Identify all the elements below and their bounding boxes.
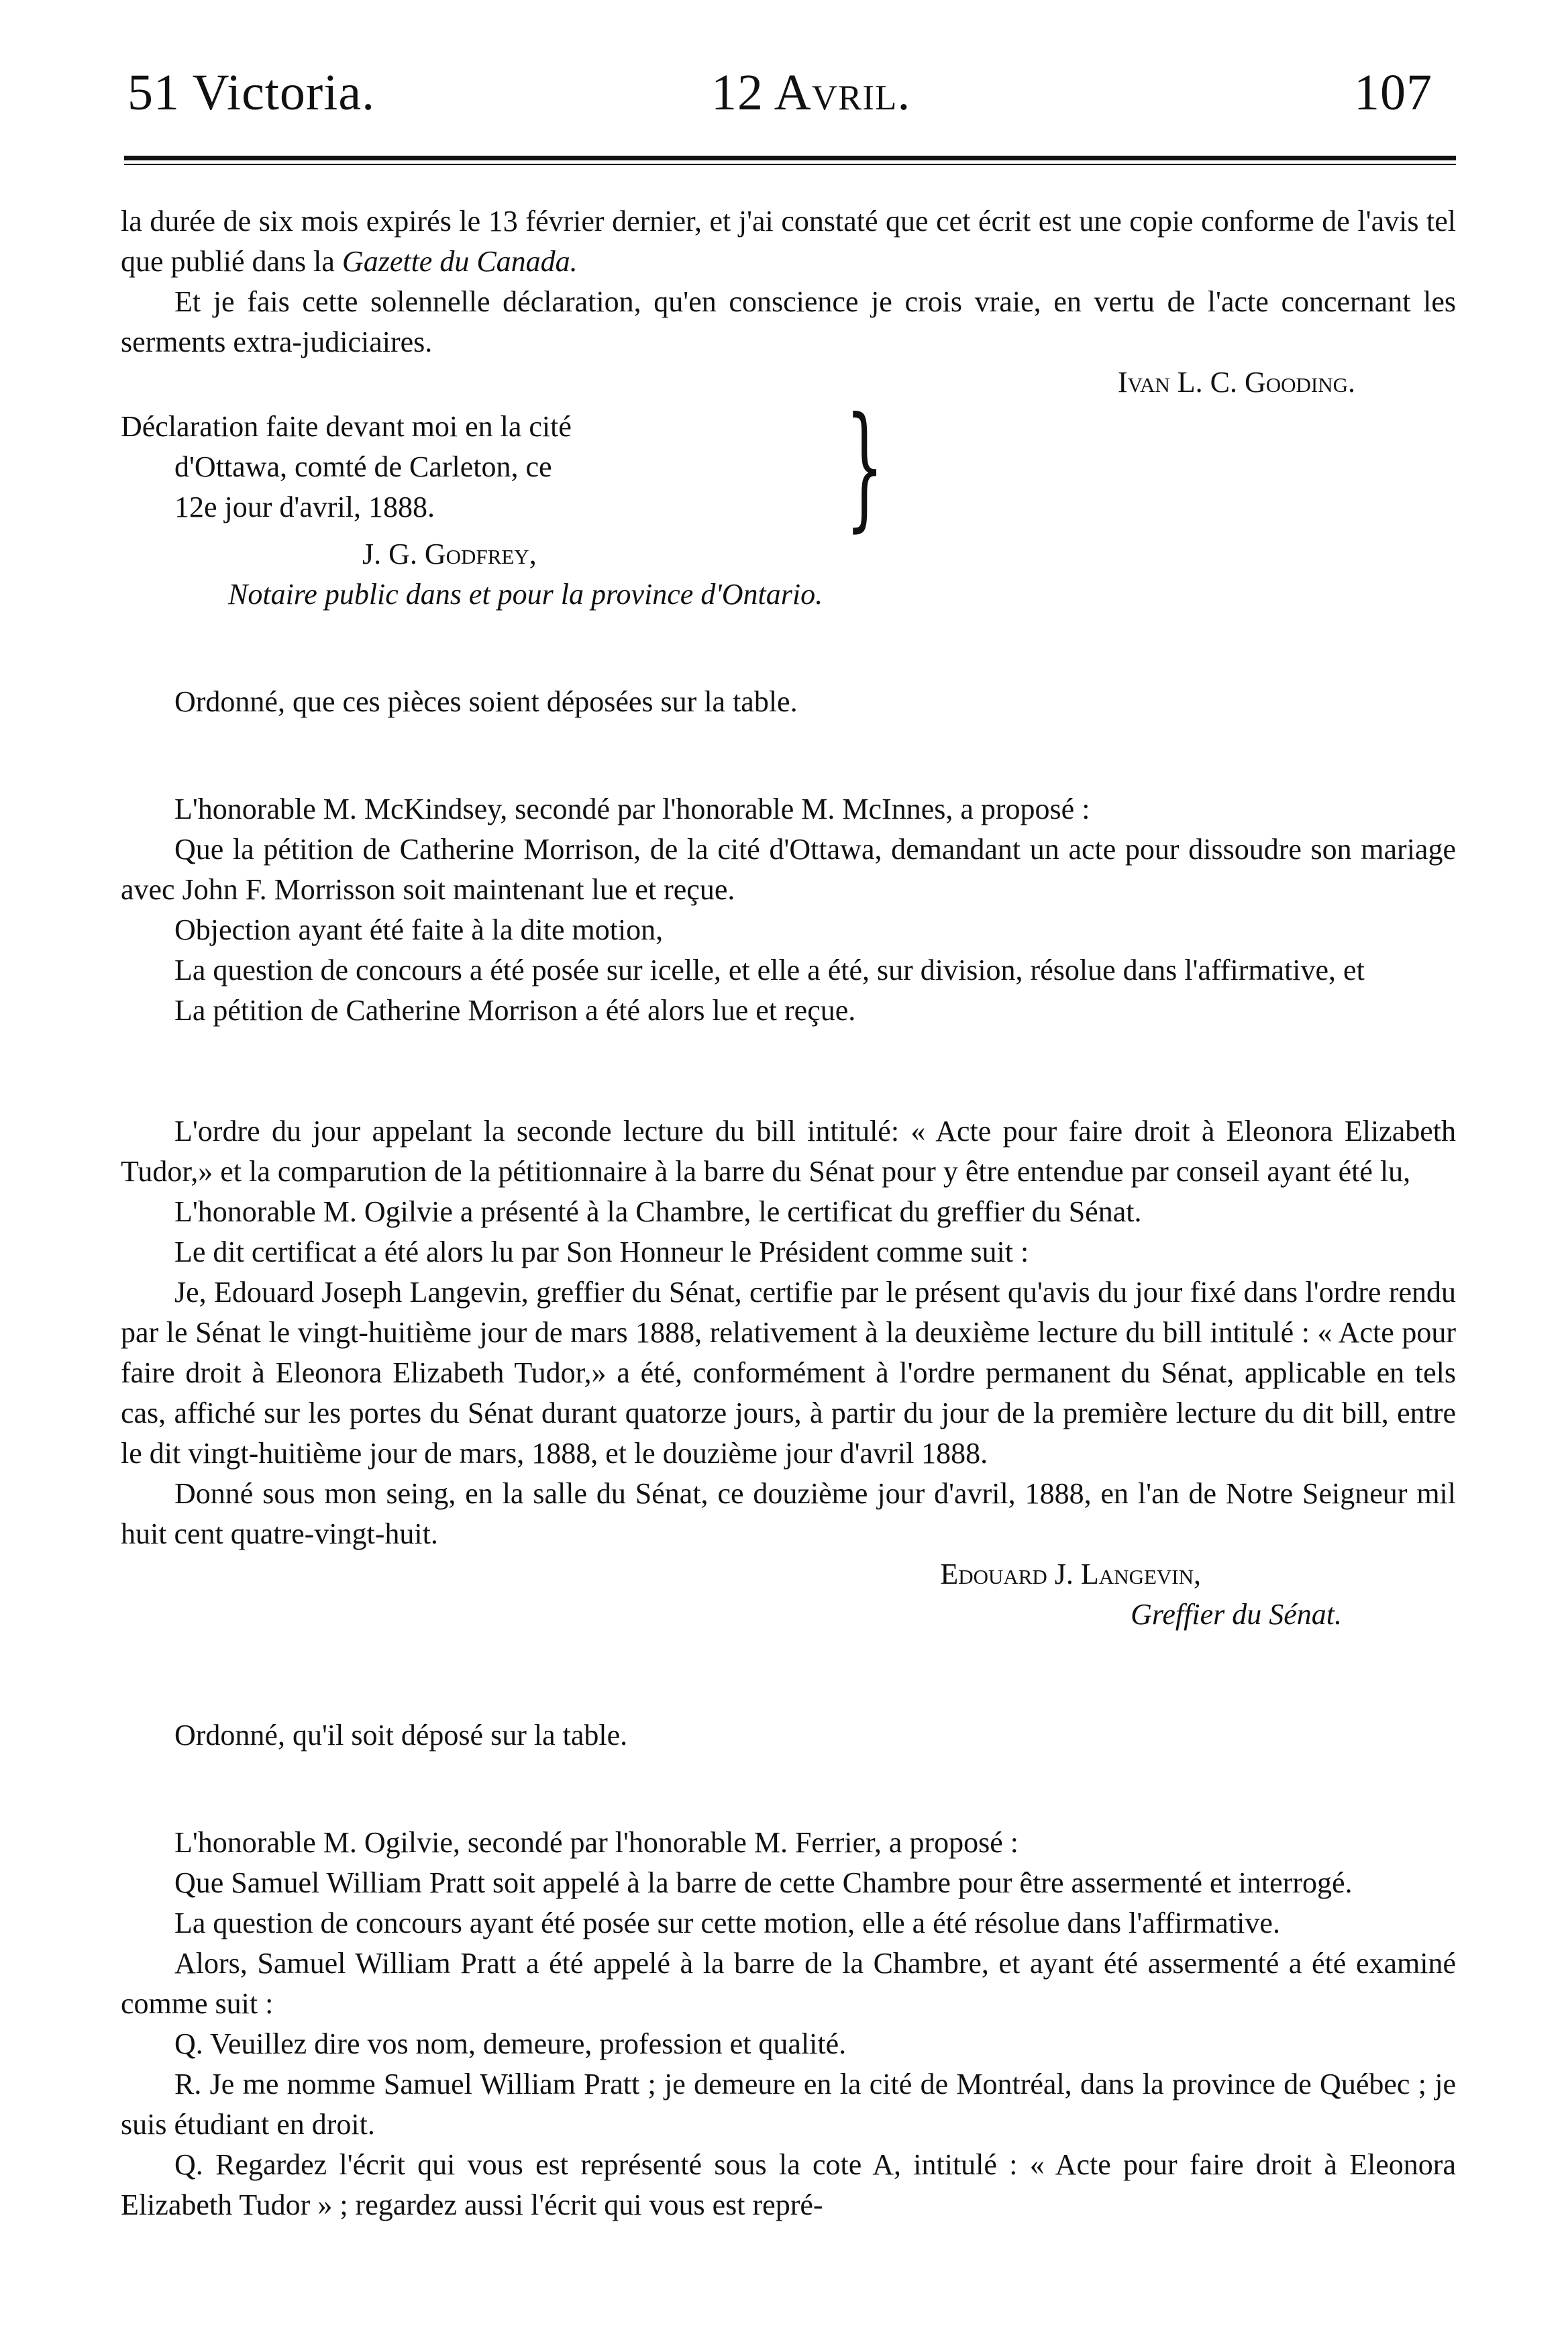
motion-paragraph: L'honorable M. McKindsey, secondé par l'honorable M. McInnes, a proposé : bbox=[174, 793, 1090, 825]
paragraph: Et je fais cette solennelle déclaration, qu'en conscience je crois vraie, en vertu de l'acte concernant les serments extra-judiciaires. bbox=[121, 285, 1456, 358]
motion-paragraph: La question de concours a été posée sur icelle, et elle a été, sur division, résolue dans l'affirmative, et bbox=[174, 954, 1365, 986]
paragraph: la durée de six mois expirés le 13 février dernier, et j'ai constaté que cet écrit est une copie conforme de l'avis tel que publié dans la Gazette du Canada. bbox=[121, 205, 1456, 278]
motion-paragraph: Le dit certificat a été alors lu par Son Honneur le Président comme suit : bbox=[174, 1235, 1029, 1268]
declaration-line: d'Ottawa, comté de Carleton, ce bbox=[174, 450, 552, 483]
motion-paragraph: Que Samuel William Pratt soit appelé à la barre de cette Chambre pour être assermenté et interrogé. bbox=[174, 1866, 1353, 1899]
certificate-paragraph: Donné sous mon seing, en la salle du Sénat, ce douzième jour d'avril, 1888, en l'an de Notre Seigneur mil huit cent quatre-vingt-huit. bbox=[121, 1477, 1456, 1550]
certificate-paragraph: Je, Edouard Joseph Langevin, greffier du Sénat, certifie par le présent qu'avis du jour fixé dans l'ordre rendu par le Sénat le vingt-huitième jour de mars 1888, relativement à la deuxième lecture du bill intitulé : « Acte pour faire droit à Eleonora Elizabeth Tudor,» a été, conformément à l'ordre permanent du Sénat, applicable en tels cas, affiché sur les portes du Sénat durant quatorze jours, à partir du jour de la première lecture du dit bill, entre le dit vingt-huitième jour de mars, 1888, et le douzième jour d'avril 1888. bbox=[121, 1276, 1456, 1470]
signature-langevin: Edouard J. Langevin, bbox=[940, 1558, 1201, 1590]
answer-paragraph: R. Je me nomme Samuel William Pratt ; je demeure en la cité de Montréal, dans la province de Québec ; je suis étudiant en droit. bbox=[121, 2068, 1456, 2141]
order-paragraph: Ordonné, qu'il soit déposé sur la table. bbox=[174, 1719, 628, 1752]
page-body bbox=[121, 201, 1456, 2225]
question-paragraph: Q. Veuillez dire vos nom, demeure, profession et qualité. bbox=[174, 2027, 847, 2060]
header-rule-thin bbox=[124, 164, 1456, 165]
signature-godfrey: J. G. Godfrey, bbox=[362, 538, 537, 570]
question-paragraph: Q. Regardez l'écrit qui vous est représenté sous la cote A, intitulé : « Acte pour faire droit à Eleonora Elizabeth Tudor » ; regardez aussi l'écrit qui vous est repré- bbox=[121, 2148, 1456, 2221]
signature-langevin-title: Greffier du Sénat. bbox=[1131, 1598, 1342, 1631]
order-paragraph: Ordonné, que ces pièces soient déposées sur la table. bbox=[174, 685, 798, 718]
declaration-line: Déclaration faite devant moi en la cité bbox=[121, 410, 572, 443]
motion-paragraph: L'honorable M. Ogilvie a présenté à la Chambre, le certificat du greffier du Sénat. bbox=[174, 1195, 1142, 1228]
motion-paragraph: L'ordre du jour appelant la seconde lecture du bill intitulé: « Acte pour faire droit à Eleonora Elizabeth Tudor,» et la comparution de la pétitionnaire à la barre du Sénat pour y être entendue par conseil ayant été lu, bbox=[121, 1115, 1456, 1188]
notary-title: Notaire public dans et pour la province d'Ontario. bbox=[228, 578, 823, 611]
declaration-block bbox=[121, 389, 1456, 545]
motion-paragraph: Objection ayant été faite à la dite motion, bbox=[174, 913, 664, 946]
signature-gooding: Ivan L. C. Gooding. bbox=[1117, 366, 1355, 399]
motion-paragraph: Que la pétition de Catherine Morrison, de la cité d'Ottawa, demandant un acte pour dissoudre son mariage avec John F. Morrisson soit maintenant lue et reçue. bbox=[121, 833, 1456, 906]
motion-paragraph: L'honorable M. Ogilvie, secondé par l'honorable M. Ferrier, a proposé : bbox=[174, 1826, 1018, 1859]
right-brace-glyph: } bbox=[845, 389, 884, 545]
motion-paragraph: La question de concours ayant été posée sur cette motion, elle a été résolue dans l'affirmative. bbox=[174, 1907, 1280, 1939]
gazette-title: Gazette du Canada. bbox=[342, 245, 578, 278]
header-rule-thick bbox=[124, 156, 1456, 160]
page-header bbox=[121, 64, 1446, 144]
header-date: 12 Avril. bbox=[711, 64, 911, 121]
motion-paragraph: Alors, Samuel William Pratt a été appelé à la barre de la Chambre, et ayant été assermenté a été examiné comme suit : bbox=[121, 1947, 1456, 2020]
declaration-line: 12e jour d'avril, 1888. bbox=[174, 491, 435, 523]
page-number: 107 bbox=[1354, 64, 1432, 121]
motion-paragraph: La pétition de Catherine Morrison a été alors lue et reçue. bbox=[174, 994, 856, 1027]
header-regnal-year: 51 Victoria. bbox=[127, 64, 376, 121]
